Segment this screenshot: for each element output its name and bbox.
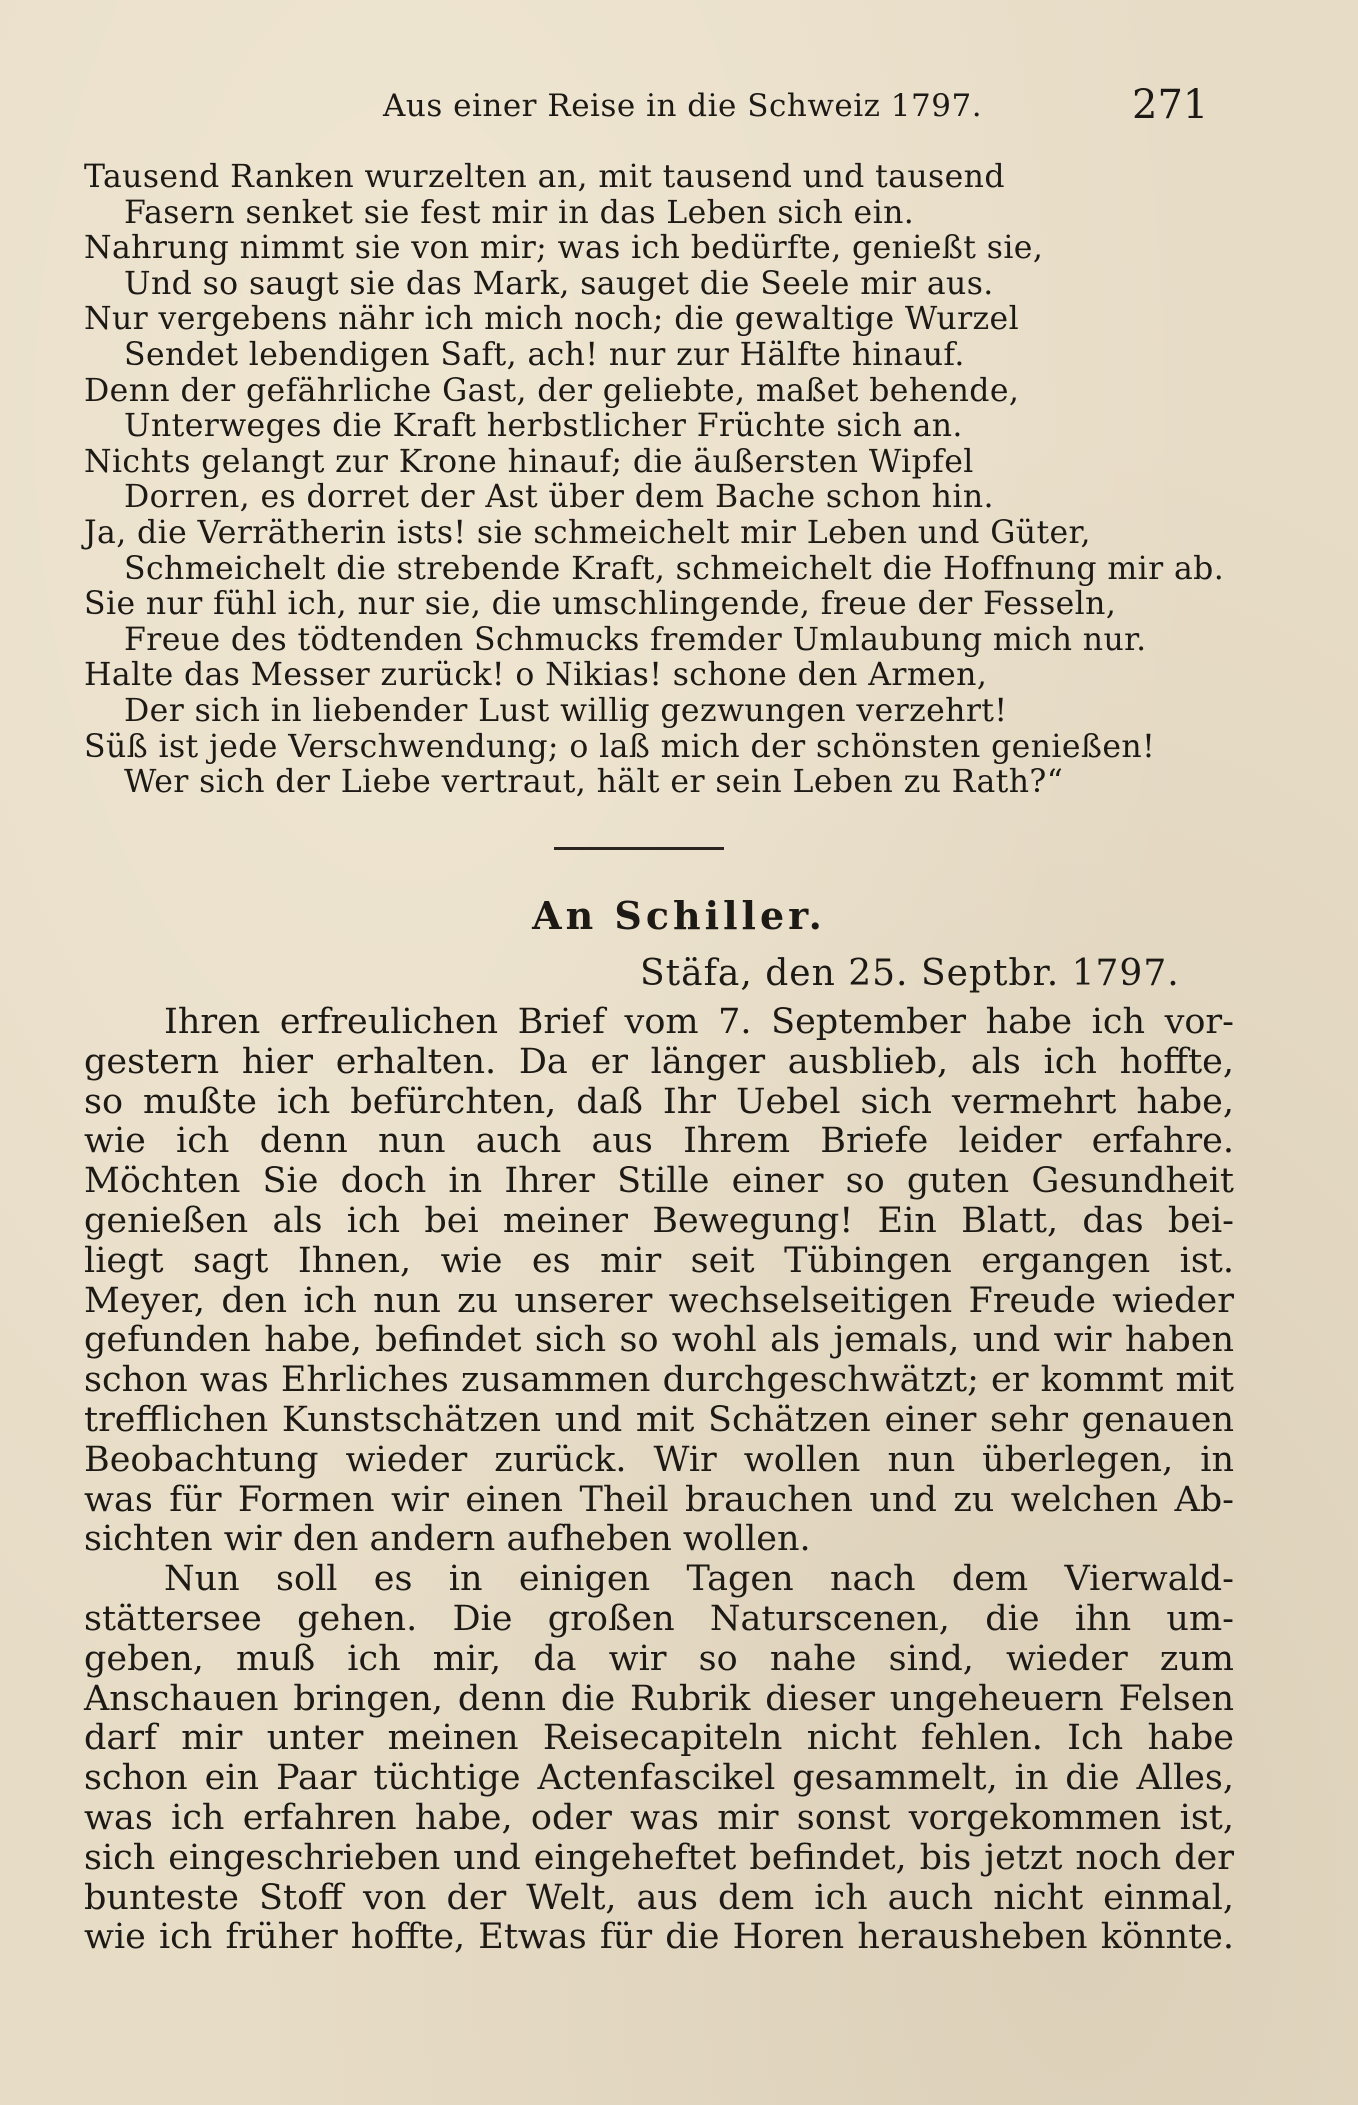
prose-line: Nun soll es in einigen Tagen nach dem Vierwald-	[164, 1559, 1234, 1600]
poem-line: Nichts gelangt zur Krone hinauf; die äußersten Wipfel	[84, 443, 974, 480]
prose-line: sichten wir den andern aufheben wollen.	[84, 1519, 811, 1560]
poem-line: Der sich in liebender Lust willig gezwungen verzehrt!	[124, 692, 1008, 729]
prose-line: wie ich denn nun auch aus Ihrem Briefe leider erfahre.	[84, 1121, 1234, 1162]
poem-line: Dorren, es dorret der Ast über dem Bache schon hin.	[124, 479, 994, 516]
prose-line: genießen als ich bei meiner Bewegung! Ein Blatt, das bei-	[84, 1200, 1234, 1241]
poem-line: Ja, die Verrätherin ists! sie schmeichelt mir Leben und Güter,	[84, 514, 1091, 551]
page-number: 271	[1132, 82, 1209, 128]
poem-line: Sendet lebendigen Saft, ach! nur zur Hälfte hinauf.	[124, 336, 965, 373]
prose-line: so mußte ich befürchten, daß Ihr Uebel sich vermehrt habe,	[84, 1081, 1234, 1122]
poem-block	[84, 160, 1234, 801]
prose-line: geben, muß ich mir, da wir so nahe sind, wieder zum	[84, 1638, 1234, 1679]
section-divider	[554, 847, 724, 850]
prose-line: was ich erfahren habe, oder was mir sonst vorgekommen ist,	[84, 1797, 1234, 1838]
poem-line: Sie nur fühl ich, nur sie, die umschlingende, freue der Fesseln,	[84, 586, 1117, 623]
prose-line: schon was Ehrliches zusammen durchgeschwätzt; er kommt mit	[84, 1360, 1234, 1401]
prose-line: wie ich früher hoffte, Etwas für die Horen herausheben könnte.	[84, 1917, 1234, 1958]
prose-line: liegt sagt Ihnen, wie es mir seit Tübingen ergangen ist.	[84, 1240, 1234, 1281]
prose-line: stättersee gehen. Die großen Naturscenen, die ihn um-	[84, 1598, 1234, 1639]
prose-line: Anschauen bringen, denn die Rubrik dieser ungeheuern Felsen	[84, 1678, 1234, 1719]
prose-line: darf mir unter meinen Reisecapiteln nicht fehlen. Ich habe	[84, 1718, 1234, 1759]
poem-line: Freue des tödtenden Schmucks fremder Umlaubung mich nur.	[124, 621, 1147, 658]
poem-line: Tausend Ranken wurzelten an, mit tausend und tausend	[84, 159, 1005, 195]
letter-heading: An Schiller.	[532, 893, 826, 938]
poem-line: Halte das Messer zurück! o Nikias! schone den Armen,	[84, 657, 988, 694]
poem-line: Fasern senket sie fest mir in das Leben sich ein.	[124, 194, 915, 231]
prose-line: gefunden habe, befindet sich so wohl als jemals, und wir haben	[84, 1320, 1234, 1361]
letter-dateline: Stäfa, den 25. Septbr. 1797.	[640, 953, 1180, 994]
prose-line: Beobachtung wieder zurück. Wir wollen nun überlegen, in	[84, 1439, 1234, 1480]
prose-line: schon ein Paar tüchtige Actenfascikel gesammelt, in die Alles,	[84, 1758, 1234, 1799]
letter-body	[84, 1003, 1234, 1958]
poem-line: Denn der gefährliche Gast, der geliebte, maßet behende,	[84, 372, 1020, 409]
poem-line: Schmeichelt die strebende Kraft, schmeichelt die Hoffnung mir ab.	[124, 550, 1225, 587]
poem-line: Und so saugt sie das Mark, sauget die Seele mir aus.	[124, 265, 994, 302]
poem-line: Nur vergebens nähr ich mich noch; die gewaltige Wurzel	[84, 301, 1020, 338]
prose-line: trefflichen Kunstschätzen und mit Schätzen einer sehr genauen	[84, 1399, 1234, 1440]
poem-line: Nahrung nimmt sie von mir; was ich bedürfte, genießt sie,	[84, 230, 1044, 267]
prose-line: Ihren erfreulichen Brief vom 7. September habe ich vor-	[164, 1002, 1234, 1042]
poem-line: Unterweges die Kraft herbstlicher Früchte sich an.	[124, 408, 963, 445]
prose-line: Möchten Sie doch in Ihrer Stille einer so guten Gesundheit	[84, 1161, 1234, 1202]
prose-line: bunteste Stoff von der Welt, aus dem ich auch nicht einmal,	[84, 1877, 1234, 1918]
poem-line: Wer sich der Liebe vertraut, hält er sein Leben zu Rath?“	[124, 764, 1064, 801]
prose-line: Meyer, den ich nun zu unserer wechselseitigen Freude wieder	[84, 1280, 1234, 1321]
running-head	[0, 82, 1358, 132]
prose-line: sich eingeschrieben und eingeheftet befindet, bis jetzt noch der	[84, 1837, 1234, 1878]
prose-line: was für Formen wir einen Theil brauchen und zu welchen Ab-	[84, 1479, 1234, 1520]
running-title: Aus einer Reise in die Schweiz 1797.	[383, 88, 983, 124]
prose-line: gestern hier erhalten. Da er länger ausblieb, als ich hoffte,	[84, 1041, 1234, 1082]
poem-line: Süß ist jede Verschwendung; o laß mich der schönsten genießen!	[84, 728, 1156, 765]
